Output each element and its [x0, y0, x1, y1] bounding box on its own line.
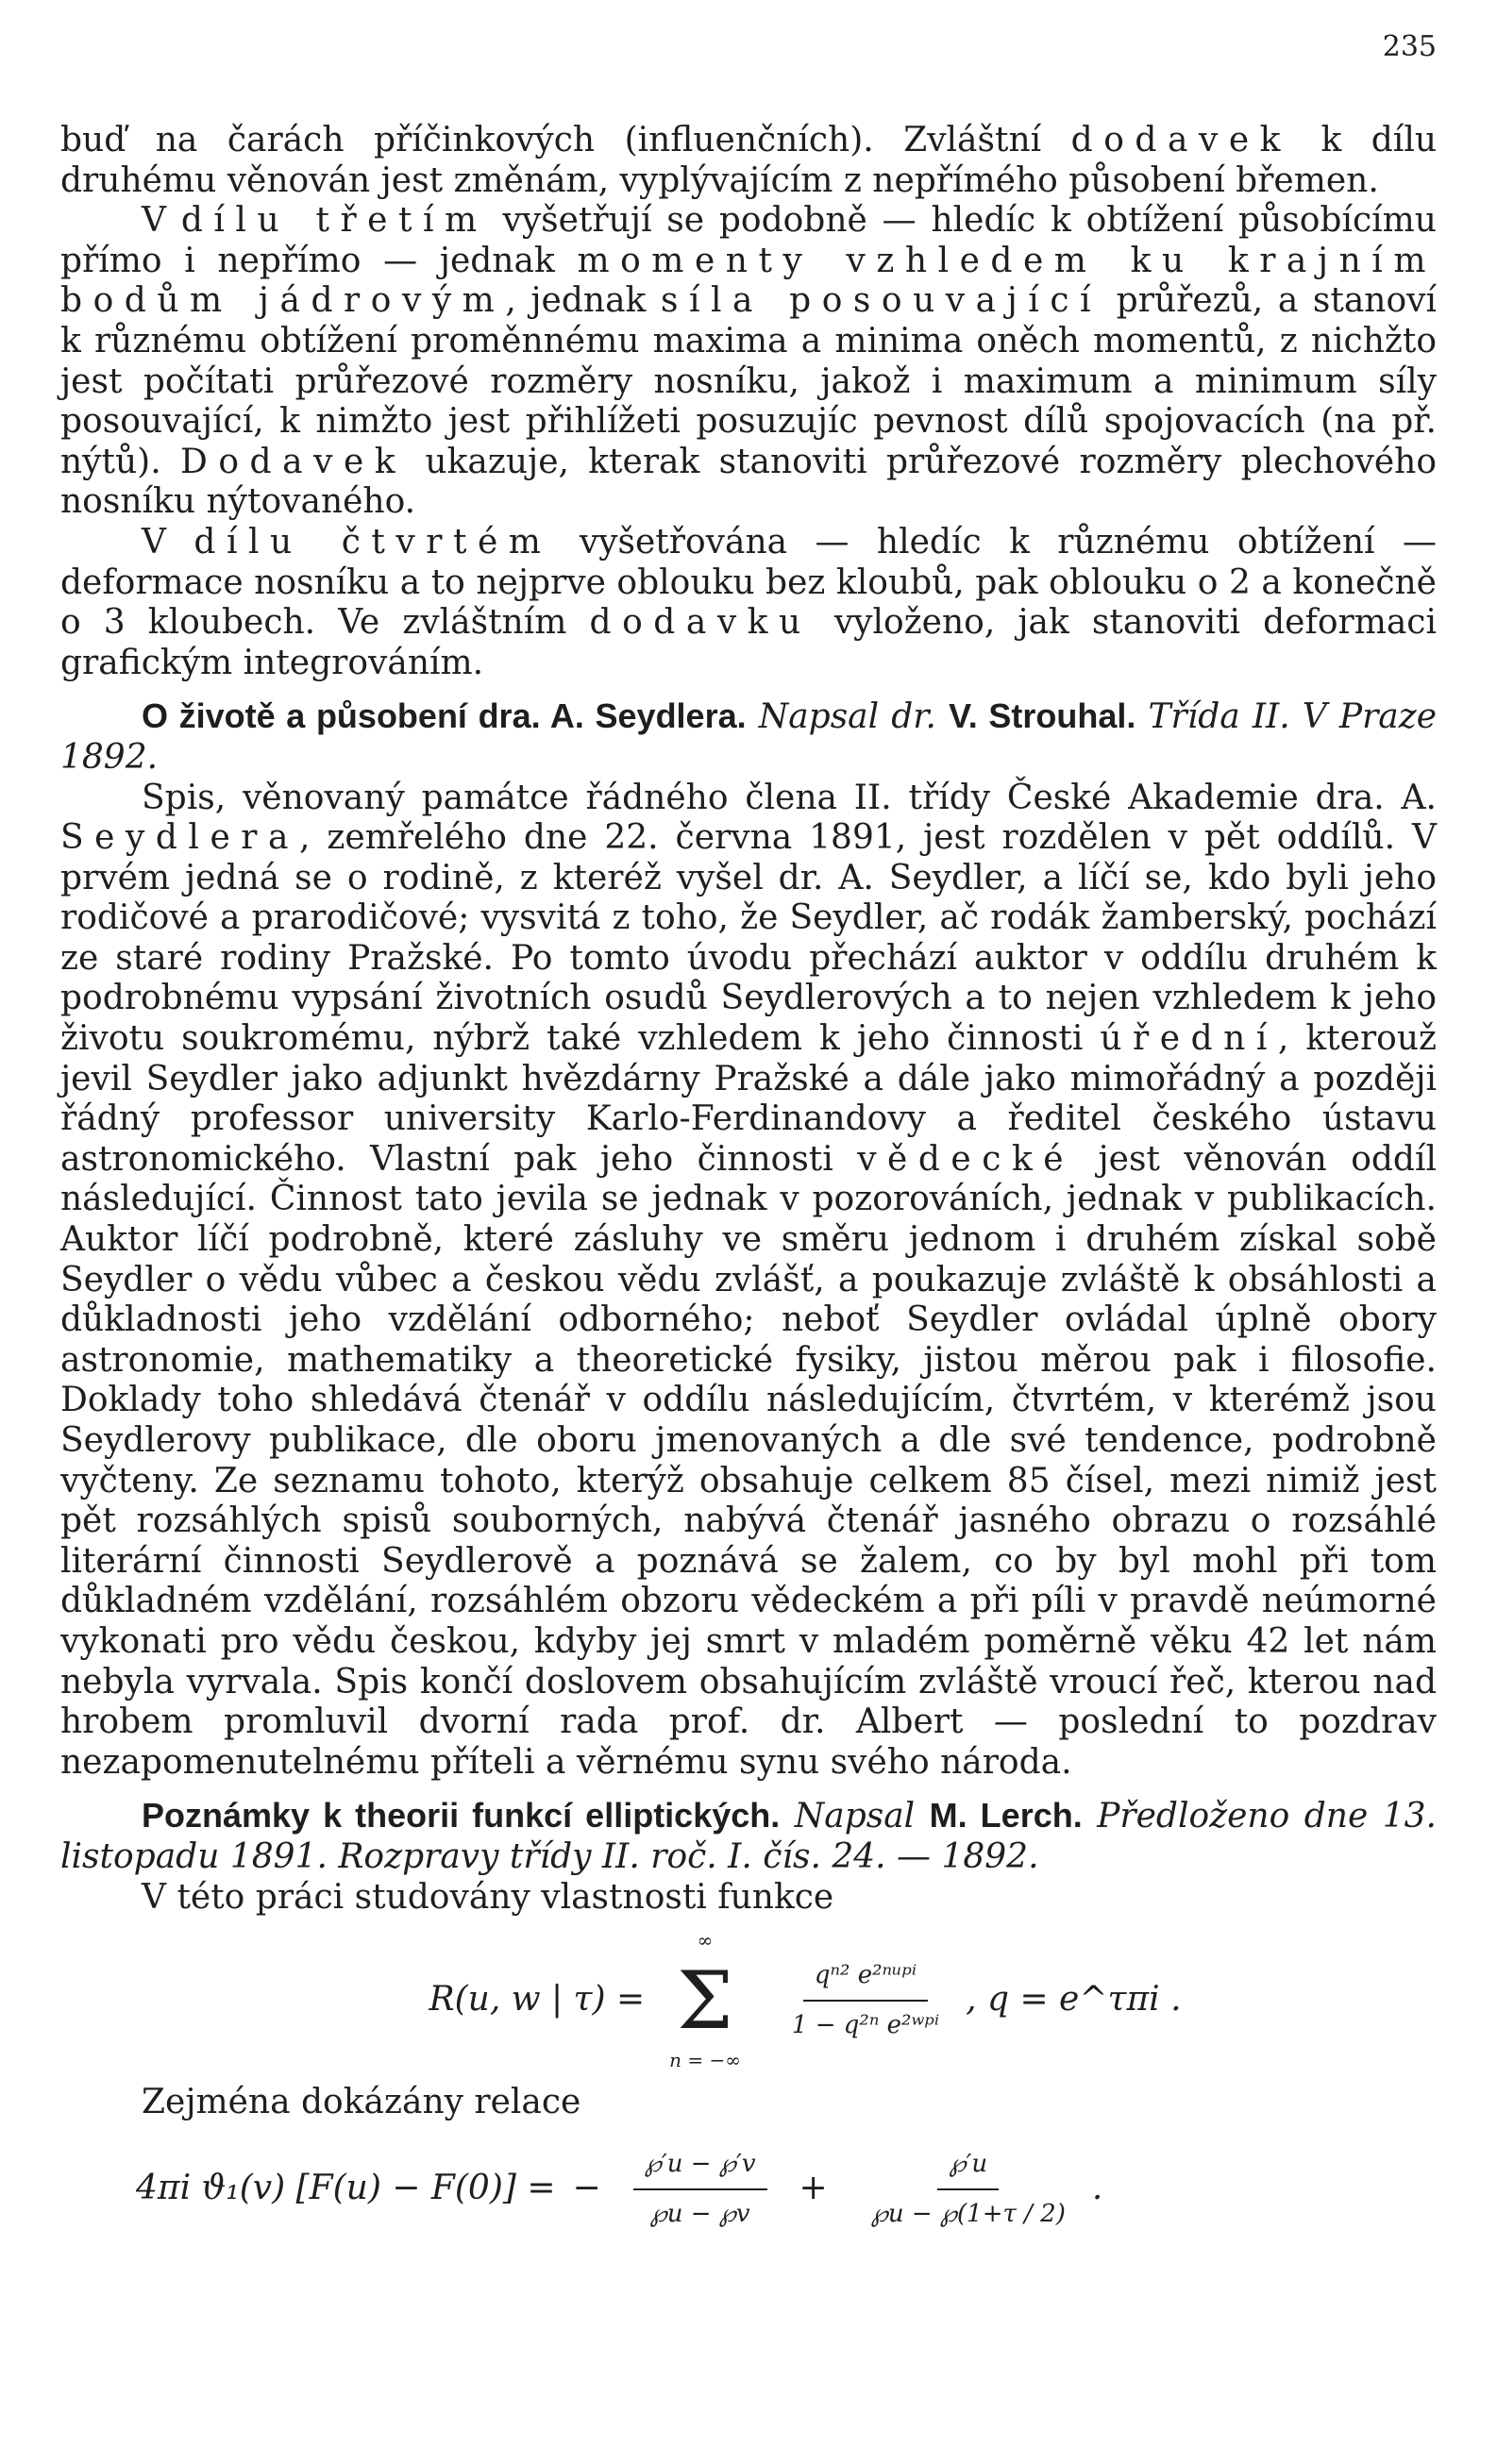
formula-lhs: R(u, w | τ) = [429, 1980, 646, 2020]
spaced-term: dílu čtvrtém [193, 522, 552, 562]
fraction [633, 2144, 767, 2234]
author-label: Napsal [794, 1797, 916, 1836]
review-place: Třída II. V Praze 1892. [60, 697, 1438, 777]
spaced-term: Seydlera [60, 818, 299, 858]
spaced-term: Dodavek [179, 442, 407, 481]
fraction-numerator: qⁿ² e²ⁿᵘᵖⁱ [803, 1955, 928, 2002]
formula-tail: , q = e^τπi . [966, 1980, 1182, 2020]
author-label: Napsal dr. [758, 697, 936, 737]
sigma-symbol: Σ [677, 1953, 733, 2047]
review-title: O životě a působení dra. A. Seydlera. [142, 696, 747, 736]
spaced-term: dodavek [1070, 121, 1291, 159]
review-intro-lerch: V této práci studovány vlastnosti funkce [142, 1877, 834, 1917]
text-span: , zemřelého dne 22. června 1891, jest rozdělen v pět oddílů. V prvém jedná se o rodině, z kteréž vyšel dr. A. Seydler, a líčí se, kdo byli jeho rodičové a prarodičové; vysvitá z toho, že Seydler, ač rodák žamberský, pochází ze staré rodiny Pražské. Po tomto úvodu přechází auktor v oddílu druhém k podrobnému vypsání životních osudů Seydlerových a to nejen vzhledem k jeho životu soukromému, nýbrž také vzhledem k jeho činnosti [60, 818, 1437, 1059]
review-author: V. Strouhal. [949, 696, 1136, 736]
formula-relation [60, 2133, 1437, 2246]
text-span: průřezů, a stanoví k různému obtížení proměnnému maxima a minima oněch momentů, z nichžto jest počítati průřezové rozměry nosníku, jakož i maximum a minimum síly posouvající, k nimžto jest přihlížeti posuzujíc pevnost dílů spojovacích (na př. nýtů). [60, 281, 1437, 481]
text-span: k dílu druhému věnován jest změnám, vyplývajícím z nepřímého působení břemen. [60, 121, 1438, 200]
text-span: jest věnován oddíl následující. Činnost tato jevila se jednak v pozorováních, jednak v publikacích. Auktor líčí podrobně, které zásluhy ve směru jednom i druhém získal sobě Seydler o vědu vůbec a českou vědu zvlášť, a poukazuje zvláště k obsáhlosti a důkladnosti jeho vzdělání odborného; neboť Seydler ovládal úplně obory astronomie, mathematiky a theoretické fysiky, jistou měrou pak i filosofie. Doklady toho shledává čtenář v oddílu následujícím, čtvrtém, v kterémž jsou Seydlerovy publikace, dle oboru jmenovaných a dle své tendence, podrobně vyčteny. Ze seznamu tohoto, kterýž obsahuje celkem 85 čísel, mezi nimiž jest pět rozsáhlých spisů souborných, nabývá čtenář jasného obrazu o rozsáhlé literární činnosti Seydlerově a poznává se žalem, co by byl mohl při tom důkladném vzdělání, rozsáhlém obzoru vědeckém a při píli v pravdě neúmorné vykonati pro vědu českou, kdyby jej smrt v mladém poměrně věku 42 let nám nebyla vyrvala. Spis končí doslovem obsahujícím zvláště vroucí řeč, kterou nad hrobem promluvil dvorní rada prof. dr. Albert — poslední to pozdrav nezapomenutelnému příteli a věrnému synu svého národa. [60, 1139, 1437, 1782]
minus-sign: − [572, 2169, 601, 2208]
formula-lhs: 4πi ϑ₁(v) [F(u) − F(0)] = [136, 2169, 556, 2208]
plus-sign: + [799, 2169, 828, 2208]
text-span: vyšetřována — hledíc k různému obtížení — deformace nosníku a to nejprve oblouku bez kloubů, pak oblouku o 2 a konečně o 3 kloubech. Ve zvláštním [60, 522, 1437, 643]
page-number: 235 [1382, 30, 1437, 63]
text-span: V [142, 201, 166, 241]
fraction-denominator: ℘u − ℘(1+τ / 2) [870, 2199, 1066, 2228]
text-span: buď na čarách příčinkových (influenčních). Zvláštní [60, 121, 1042, 159]
text-span: Spis, věnovaný památce řádného člena II. třídy České Akademie dra. A. [142, 778, 1437, 817]
fraction [860, 2144, 1077, 2234]
fraction-numerator: ℘′u − ℘′v [633, 2144, 767, 2190]
text-span: vyšetřují se podobně — hledíc k obtížení působícímu přímo i nepřímo — jednak [60, 201, 1437, 280]
formula-end: . [1091, 2169, 1103, 2208]
fraction-numerator: ℘′u [937, 2144, 999, 2190]
relations-intro: Zejména dokázány relace [142, 2083, 581, 2122]
text-span: ukazuje, kterak stanoviti průřezové rozměry plechového nosníku nýtovaného. [60, 442, 1438, 522]
paragraph-part-three [60, 201, 1437, 523]
spaced-term: síla posouvající [660, 281, 1102, 321]
fraction [781, 1955, 950, 2045]
paragraph-continuation [60, 121, 1437, 201]
review-heading-seydler [60, 696, 1437, 778]
fraction-denominator: ℘u − ℘v [649, 2199, 750, 2228]
formula-series [60, 1927, 1437, 2073]
review-author: M. Lerch. [929, 1796, 1083, 1835]
review-heading-lerch [60, 1796, 1437, 1877]
text-span: V [142, 522, 166, 562]
review-body-seydler [60, 779, 1437, 1784]
text-span: , kterouž jevil Seydler jako adjunkt hvězdárny Pražské a dále jako mimořádný a později řádný professor university Karlo-Ferdinandovy a ředitel českého ústavu astronomického. Vlastní pak jeho činnosti [60, 1019, 1437, 1179]
summation [669, 1920, 741, 2080]
sum-upper-limit: ∞ [697, 1929, 714, 1953]
spaced-term: vědecké [857, 1139, 1075, 1179]
spaced-term: dílu třetím [180, 201, 488, 241]
spaced-term: dodavku [589, 603, 812, 643]
page-body [60, 121, 1437, 2255]
paragraph-part-four [60, 523, 1437, 683]
fraction-denominator: 1 − q²ⁿ e²ʷᵖⁱ [791, 2010, 940, 2039]
review-meta: Předloženo dne 13. listopadu 1891. Rozpravy třídy II. roč. I. čís. 24. — 1892. [60, 1797, 1437, 1876]
sum-lower-limit: n = −∞ [669, 2048, 741, 2071]
review-title: Poznámky k theorii funkcí elliptických. [142, 1796, 781, 1835]
text-span: vyloženo, jak stanoviti deformaci grafickým integrováním. [60, 603, 1437, 682]
spaced-term: momenty vzhledem ku krajním bodům jádrovým [60, 241, 1437, 321]
text-span: , jednak [505, 281, 647, 321]
spaced-term: úřední [1100, 1019, 1278, 1059]
